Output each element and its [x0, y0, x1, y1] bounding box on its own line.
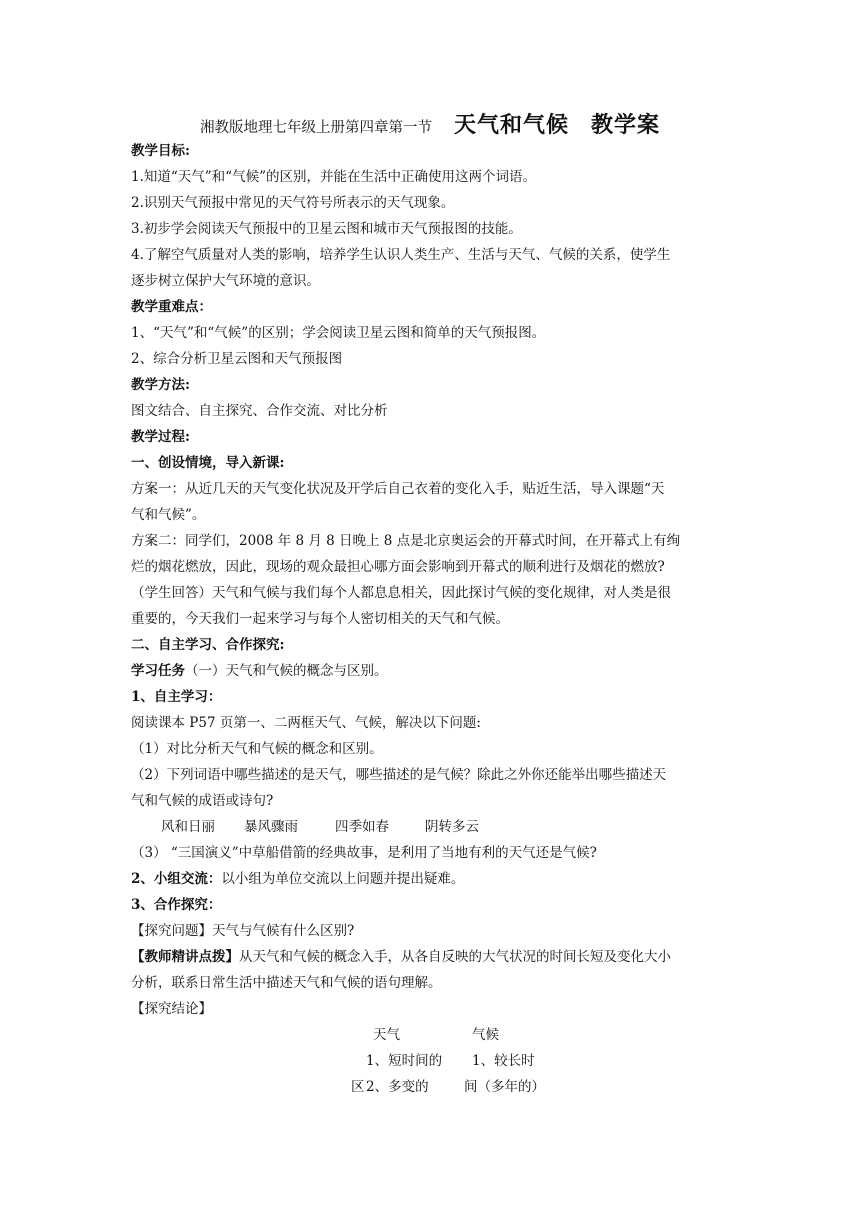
heading-objectives: 教学目标: — [131, 143, 190, 159]
title-suffix: 教学案 — [591, 112, 661, 138]
word-1: 风和日丽 — [161, 819, 215, 835]
reading-instruction: 阅读课本 P57 页第一、二两框天气、气候，解决以下问题: — [131, 715, 481, 731]
question-3: （3） “三国演义”中草船借箭的经典故事，是利用了当地有利的天气还是气候? — [131, 845, 597, 861]
heading-methods: 教学方法: — [131, 377, 190, 393]
task-one-text: （一）天气和气候的概念与区别。 — [185, 663, 388, 679]
teacher-guidance-label: 【教师精讲点拨】 — [131, 949, 239, 965]
self-study-heading: 1、自主学习： — [131, 689, 222, 705]
objective-3: 3.初步学会阅读天气预报中的卫星云图和城市天气预报图的技能。 — [131, 221, 522, 237]
question-2-line1: （2）下列词语中哪些描述的是天气，哪些描述的是气候？除此之外你还能举出哪些描述天 — [131, 767, 667, 783]
table-head-weather: 天气 — [373, 1027, 400, 1043]
teacher-guidance-line1 — [131, 948, 671, 966]
plan-two-line4: 重要的，今天我们一起来学习与每个人密切相关的天气和气候。 — [131, 611, 509, 627]
key-point-1: 1、“天气”和“气候”的区别；学会阅读卫星云图和简单的天气预报图。 — [131, 325, 546, 341]
inquiry-conclusion: 【探究结论】 — [131, 1001, 212, 1017]
task-one-line — [131, 662, 388, 680]
table-climate-1: 1、较长时 — [472, 1053, 535, 1069]
teacher-guidance-line2: 分析，联系日常生活中描述天气和气候的语句理解。 — [131, 975, 442, 991]
teacher-guidance-text: 从天气和气候的概念入手，从各自反映的大气状况的时间长短及变化大小 — [239, 949, 671, 965]
inquiry-question: 【探究问题】天气与气候有什么区别? — [131, 923, 355, 939]
group-exchange-text: 以小组为单位交流以上问题并提出疑难。 — [221, 871, 465, 887]
word-2: 暴风骤雨 — [244, 819, 298, 835]
table-weather-1: 1、短时间的 — [366, 1053, 443, 1069]
title-main: 天气和气候 — [453, 112, 569, 138]
heading-key-points: 教学重难点： — [131, 299, 212, 315]
objective-4-line2: 逐步树立保护大气环境的意识。 — [131, 273, 320, 289]
word-3: 四季如春 — [335, 819, 389, 835]
section-two-heading: 二、自主学习、合作探究: — [131, 637, 285, 653]
question-1: （1）对比分析天气和气候的概念和区别。 — [131, 741, 383, 757]
table-head-climate: 气候 — [472, 1027, 499, 1043]
plan-one-line2: 气和气候”。 — [131, 507, 206, 523]
objective-4-line1: 4.了解空气质量对人类的影响，培养学生认识人类生产、生活与天气、气候的关系，使学生 — [131, 247, 671, 263]
section-one-heading: 一、创设情境，导入新课: — [131, 455, 285, 471]
plan-two-line2: 烂的烟花燃放，因此，现场的观众最担心哪方面会影响到开幕式的顺利进行及烟花的燃放? — [131, 559, 665, 575]
heading-process: 教学过程: — [131, 429, 190, 445]
task-label: 学习任务 — [131, 663, 185, 679]
objective-1: 1.知道“天气”和“气候”的区别，并能在生活中正确使用这两个词语。 — [131, 169, 536, 185]
cooperative-heading: 3、合作探究： — [131, 897, 222, 913]
table-row-prefix: 区 — [351, 1079, 365, 1095]
objective-2: 2.识别天气预报中常见的天气符号所表示的天气现象。 — [131, 195, 455, 211]
question-2-line2: 气和气候的成语或诗句? — [131, 793, 274, 809]
group-exchange-label: 2、小组交流： — [131, 871, 222, 887]
table-weather-2: 2、多变的 — [366, 1079, 429, 1095]
title-prefix: 湘教版地理七年级上册第四章第一节 — [199, 120, 432, 136]
table-climate-2: 间（多年的） — [464, 1079, 545, 1095]
document-title — [0, 108, 860, 139]
plan-two-line3: （学生回答）天气和气候与我们每个人都息息相关，因此探讨气候的变化规律，对人类是很 — [131, 585, 671, 601]
plan-one-line1: 方案一：从近几天的天气变化状况及开学后自己衣着的变化入手，贴近生活，导入课题“天 — [131, 481, 665, 497]
word-4: 阴转多云 — [425, 819, 479, 835]
plan-two-line1: 方案二：同学们，2008 年 8 月 8 日晚上 8 点是北京奥运会的开幕式时间，在开幕式上有绚 — [131, 533, 681, 549]
key-point-2: 2、综合分析卫星云图和天气预报图 — [131, 351, 343, 367]
methods-text: 图文结合、自主探究、合作交流、对比分析 — [131, 403, 388, 419]
group-exchange-line — [131, 870, 464, 888]
